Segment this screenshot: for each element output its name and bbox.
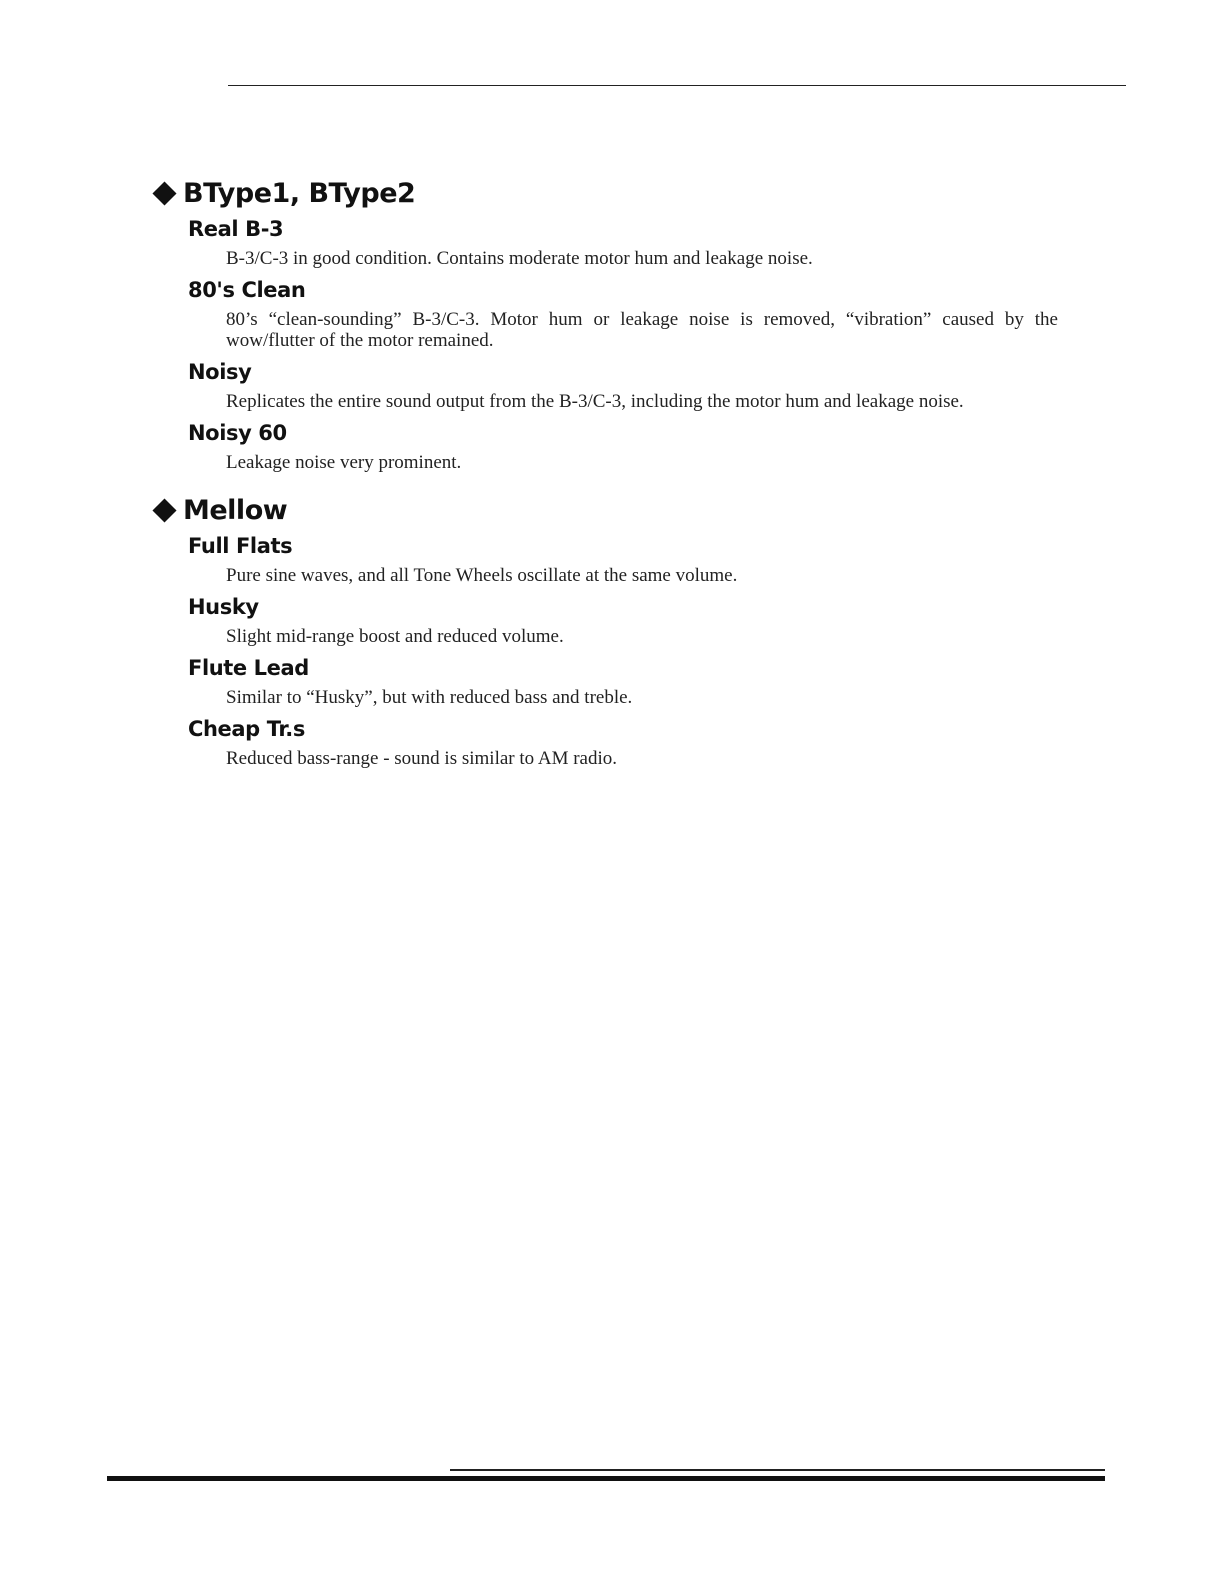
entry-flute-lead bbox=[188, 655, 1058, 708]
section-heading bbox=[150, 176, 1058, 210]
entry-title: Husky bbox=[188, 595, 259, 619]
entry-description: Leakage noise very prominent. bbox=[226, 452, 462, 473]
entry-description: Similar to “Husky”, but with reduced bass and treble. bbox=[226, 687, 633, 708]
entry-description: Slight mid-range boost and reduced volume. bbox=[226, 626, 564, 647]
diamond-bullet-icon bbox=[152, 181, 176, 205]
section-heading-text: BType1, BType2 bbox=[183, 177, 416, 209]
entry-title: Flute Lead bbox=[188, 656, 309, 680]
entry-real-b3 bbox=[188, 216, 1058, 269]
entry-title: 80's Clean bbox=[188, 278, 306, 302]
entry-description: Replicates the entire sound output from the B-3/C-3, including the motor hum and leakage noise. bbox=[226, 391, 964, 412]
entry-noisy bbox=[188, 359, 1058, 412]
section-btype bbox=[150, 176, 1058, 473]
footer-rule-thin bbox=[450, 1469, 1105, 1471]
entry-description: 80’s “clean-sounding” B-3/C-3. Motor hum or leakage noise is removed, “vibration” caused by the wow/flutter of the motor remained. bbox=[226, 309, 1058, 351]
entry-description: B-3/C-3 in good condition. Contains moderate motor hum and leakage noise. bbox=[226, 248, 813, 269]
entry-80s-clean bbox=[188, 277, 1058, 351]
entry-cheap-trs bbox=[188, 716, 1058, 769]
entry-description: Pure sine waves, and all Tone Wheels oscillate at the same volume. bbox=[226, 565, 738, 586]
section-heading bbox=[150, 493, 1058, 527]
entry-title: Cheap Tr.s bbox=[188, 717, 305, 741]
header-rule bbox=[228, 85, 1126, 86]
entry-description: Reduced bass-range - sound is similar to AM radio. bbox=[226, 748, 618, 769]
diamond-bullet-icon bbox=[152, 498, 176, 522]
section-heading-text: Mellow bbox=[183, 494, 288, 526]
entry-title: Full Flats bbox=[188, 534, 293, 558]
entry-noisy-60 bbox=[188, 420, 1058, 473]
entry-title: Noisy bbox=[188, 360, 252, 384]
entry-title: Real B-3 bbox=[188, 217, 284, 241]
entry-title: Noisy 60 bbox=[188, 421, 287, 445]
entry-full-flats bbox=[188, 533, 1058, 586]
footer-rule-thick bbox=[107, 1476, 1105, 1481]
entry-husky bbox=[188, 594, 1058, 647]
section-mellow bbox=[150, 493, 1058, 769]
